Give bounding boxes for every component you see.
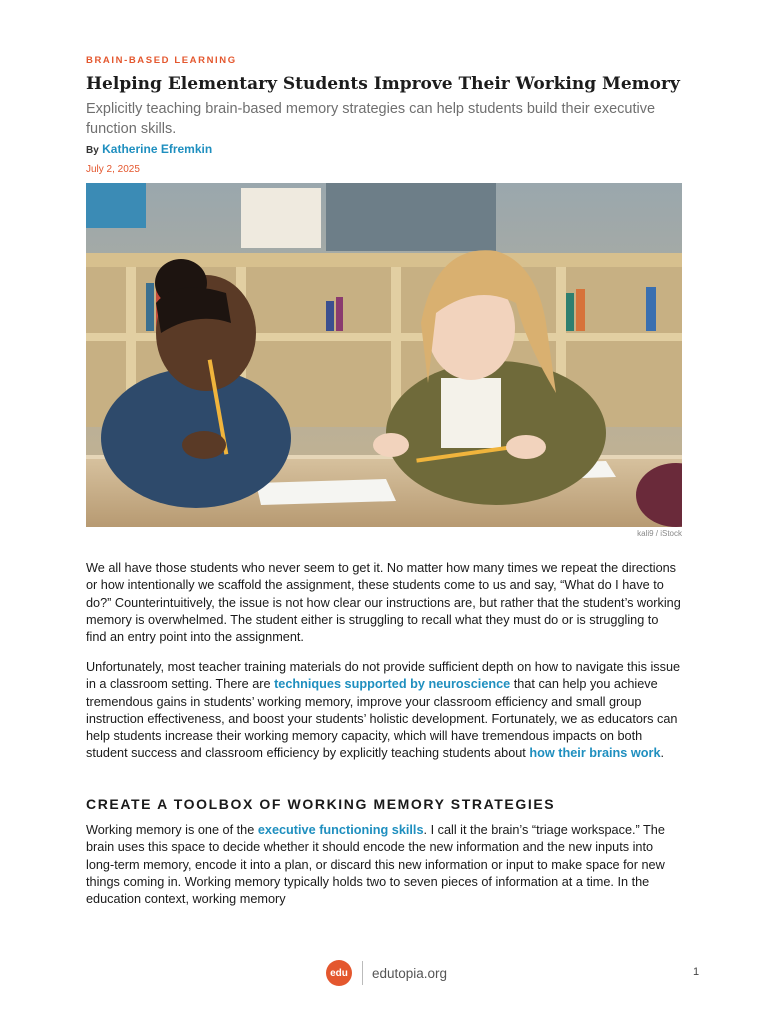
paragraph: [86, 822, 682, 908]
executive-functioning-link[interactable]: executive functioning skills: [257, 823, 424, 837]
paragraph-text: . I call it the brain’s “triage workspace.” The brain uses this space to decide whether it should encode the new information and the new inputs into long-term memory, encode it into a plan, or discard this new information or input to make space for new things coming in. Working memory typically holds two to seven pieces of information at a time. In the education context, working memory: [86, 823, 665, 907]
section-heading: CREATE A TOOLBOX OF WORKING MEMORY STRATEGIES: [86, 796, 556, 812]
how-brains-work-link[interactable]: how their brains work: [529, 746, 661, 761]
byline: [86, 142, 212, 156]
site-name[interactable]: edutopia.org: [372, 965, 448, 981]
neuroscience-techniques-link[interactable]: techniques supported by neuroscience: [274, 677, 511, 692]
paragraph: We all have those students who never seem to get it. No matter how many times we repeat the directions or how intentionally we scaffold the assignment, these students come to us and say, “What do I have to do?” Counterintuitively, the issue is not how clear our instructions are, but rather that the student’s working memory is overwhelmed. The student either is struggling to recall what they must do or is struggling to find an entry point into the assignment.: [86, 561, 681, 645]
article-subtitle: Explicitly teaching brain-based memory strategies can help students build their executive function skills.: [86, 101, 656, 137]
divider: [362, 961, 363, 985]
paragraph-text: Unfortunately, most teacher training materials do not provide sufficient depth on how to navigate this issue in a classroom setting. There are: [86, 660, 681, 692]
paragraph-text: .: [660, 746, 665, 761]
paragraph: [86, 659, 682, 763]
article-title: Helping Elementary Students Improve Their Working Memory: [86, 74, 680, 94]
paragraph-text: that can help you achieve tremendous gains in students’ working memory, improve your classroom efficiency and small group instruction effectiveness, and boost your students’ holistic development. Fortunately, we as educators can help students increase their working memory capacity, which will have tremendous impacts on both student success and classroom efficiency by explicitly teaching students about: [86, 677, 678, 761]
byline-label: By: [86, 145, 99, 156]
author-link[interactable]: Katherine Efremkin: [102, 142, 213, 156]
edutopia-logo-icon[interactable]: edu: [326, 960, 352, 986]
paragraph-text: Working memory is one of the: [86, 823, 258, 837]
footer: [326, 960, 447, 986]
publish-date: July 2, 2025: [86, 164, 140, 175]
page-number: 1: [693, 966, 700, 978]
category-kicker[interactable]: BRAIN-BASED LEARNING: [86, 55, 237, 66]
hero-photo: [86, 183, 682, 527]
photo-credit: kali9 / iStock: [637, 529, 682, 538]
